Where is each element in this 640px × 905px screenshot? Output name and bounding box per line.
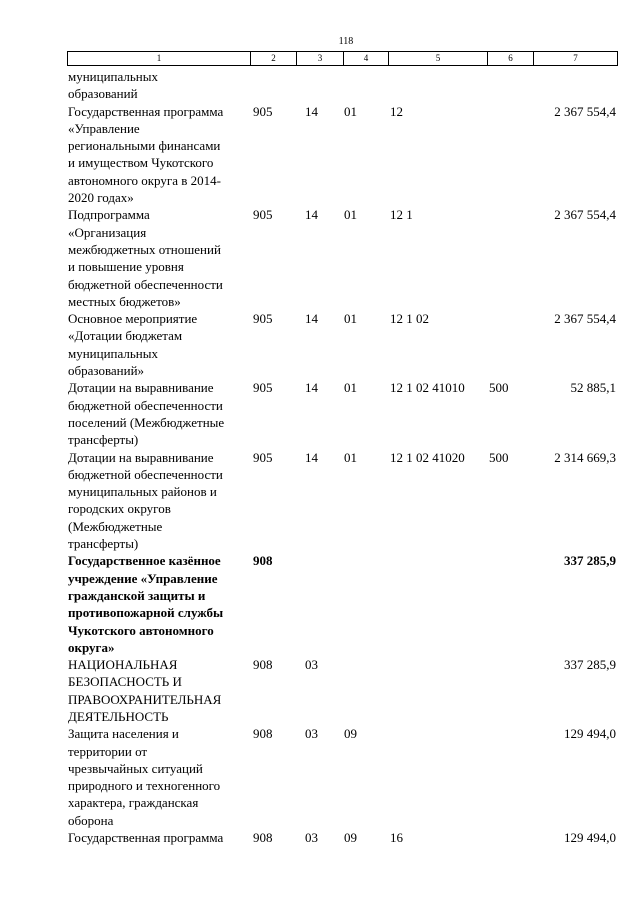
- row-col3-cell: 14: [305, 207, 318, 223]
- row-col5-cell: 12 1 02 41020: [390, 449, 465, 465]
- table-row: [0, 449, 640, 553]
- row-col2-cell: 905: [253, 311, 273, 327]
- row-col3-cell: 03: [305, 657, 318, 673]
- row-name-cell: Государственное казённое учреждение «Управление гражданской защиты и противопожарной службы Чукотского автономного округа»: [68, 553, 224, 655]
- row-col3-cell: 14: [305, 449, 318, 465]
- row-col6-cell: 500: [489, 449, 509, 465]
- table-row: [0, 206, 640, 310]
- page-number: 118: [338, 36, 354, 47]
- column-header-2: 2: [251, 52, 297, 65]
- row-amount-cell: 337 285,9: [564, 657, 616, 673]
- row-name-cell: муниципальных образований: [68, 69, 159, 102]
- row-col5-cell: 12 1 02: [390, 311, 429, 327]
- row-col5-cell: 16: [390, 830, 403, 846]
- row-col3-cell: 03: [305, 830, 318, 846]
- row-col5-cell: 12 1 02 41010: [390, 380, 465, 396]
- row-name-cell: Государственная программа: [68, 830, 224, 846]
- row-name-cell: Защита населения и территории от чрезвычайных ситуаций природного и техногенного характера, гражданская оборона: [68, 726, 221, 828]
- table-row: [0, 725, 640, 829]
- row-amount-cell: 52 885,1: [570, 380, 616, 396]
- row-amount-cell: 2 367 554,4: [554, 103, 616, 119]
- row-col6-cell: 500: [489, 380, 509, 396]
- row-col2-cell: 908: [253, 830, 273, 846]
- column-header-1: 1: [68, 52, 251, 65]
- row-name-cell: Дотации на выравнивание бюджетной обеспеченности муниципальных районов и городских округов (Межбюджетные трансферты): [68, 449, 223, 552]
- table-header: [67, 51, 618, 66]
- column-header-4: 4: [344, 52, 389, 65]
- table-row: [0, 656, 640, 725]
- row-col4-cell: 01: [344, 103, 357, 119]
- row-col4-cell: 01: [344, 449, 357, 465]
- row-name-cell: Подпрограмма «Организация межбюджетных отношений и повышение уровня бюджетной обеспеченности местных бюджетов»: [68, 207, 223, 309]
- row-name-cell: Государственная программа «Управление региональными финансами и имуществом Чукотского автономного округа в 2014- 2020 годах»: [68, 103, 224, 206]
- table-row: [0, 68, 640, 103]
- row-amount-cell: 129 494,0: [564, 830, 616, 846]
- row-amount-cell: 129 494,0: [564, 726, 616, 742]
- row-col5-cell: 12: [390, 103, 403, 119]
- column-header-3: 3: [297, 52, 344, 65]
- row-col4-cell: 09: [344, 830, 357, 846]
- row-amount-cell: 2 367 554,4: [554, 207, 616, 223]
- row-col3-cell: 14: [305, 380, 318, 396]
- row-col4-cell: 01: [344, 207, 357, 223]
- row-name-cell: Основное мероприятие «Дотации бюджетам муниципальных образований»: [68, 311, 198, 379]
- row-col2-cell: 905: [253, 449, 273, 465]
- table-row: [0, 379, 640, 448]
- row-amount-cell: 2 367 554,4: [554, 311, 616, 327]
- table-body: [0, 68, 640, 846]
- table-row: [0, 103, 640, 207]
- row-col2-cell: 908: [253, 726, 273, 742]
- table-row: [0, 829, 640, 846]
- row-col2-cell: 908: [253, 657, 273, 673]
- row-col3-cell: 14: [305, 103, 318, 119]
- row-amount-cell: 2 314 669,3: [554, 449, 616, 465]
- row-col3-cell: 14: [305, 311, 318, 327]
- row-col2-cell: 905: [253, 380, 273, 396]
- row-name-cell: Дотации на выравнивание бюджетной обеспеченности поселений (Межбюджетные трансферты): [68, 380, 225, 448]
- row-amount-cell: 337 285,9: [564, 553, 616, 569]
- row-col4-cell: 09: [344, 726, 357, 742]
- row-col2-cell: 908: [253, 553, 273, 569]
- column-header-7: 7: [573, 53, 578, 63]
- table-row: [0, 552, 640, 656]
- row-col2-cell: 905: [253, 103, 273, 119]
- row-col2-cell: 905: [253, 207, 273, 223]
- row-col5-cell: 12 1: [390, 207, 413, 223]
- row-col3-cell: 03: [305, 726, 318, 742]
- table-row: [0, 310, 640, 379]
- row-col4-cell: 01: [344, 311, 357, 327]
- row-col4-cell: 01: [344, 380, 357, 396]
- row-name-cell: НАЦИОНАЛЬНАЯ БЕЗОПАСНОСТЬ И ПРАВООХРАНИТЕЛЬНАЯ ДЕЯТЕЛЬНОСТЬ: [68, 657, 222, 724]
- column-header-6: 6: [488, 52, 534, 65]
- column-header-5: 5: [389, 52, 488, 65]
